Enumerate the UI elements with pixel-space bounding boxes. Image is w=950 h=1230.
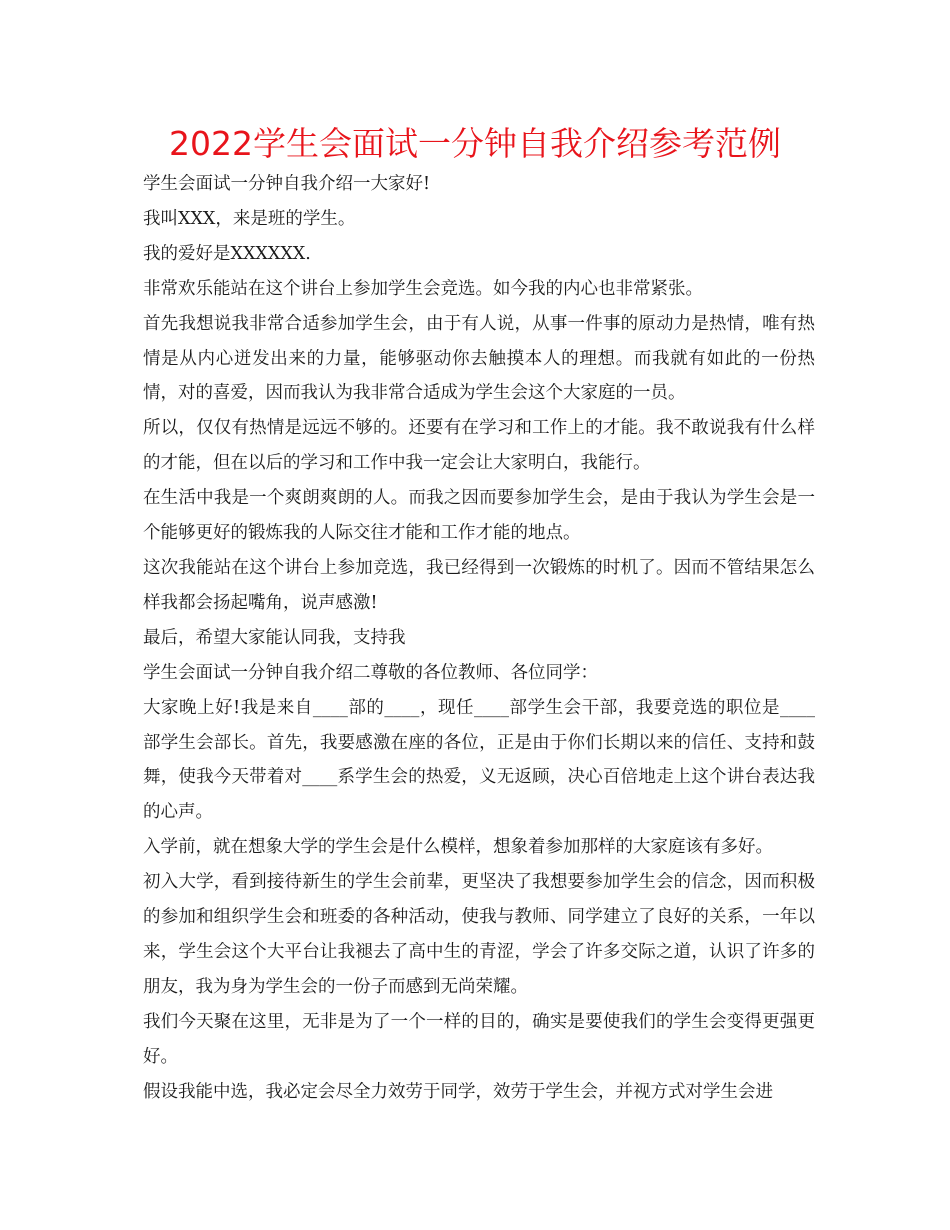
paragraph: 大家晚上好!我是来自____部的____，现任____部学生会干部，我要竞选的职位是____部学生会部长。首先，我要感激在座的各位，正是由于你们长期以来的信任、支持和鼓舞，使我今天带着对____系学生会的热爱，义无返顾，决心百倍地走上这个讲台表达我的心声。 xyxy=(143,697,815,823)
paragraph: 这次我能站在这个讲台上参加竞选，我已经得到一次锻炼的时机了。因而不管结果怎么样我都会扬起嘴角，说声感激! xyxy=(143,557,815,613)
document-title: 2022学生会面试一分钟自我介绍参考范例 xyxy=(169,124,781,163)
paragraph: 所以，仅仅有热情是远远不够的。还要有在学习和工作上的才能。我不敢说我有什么样的才能，但在以后的学习和工作中我一定会让大家明白，我能行。 xyxy=(143,418,815,474)
paragraph: 初入大学，看到接待新生的学生会前辈，更坚决了我想要参加学生会的信念，因而积极的参加和组织学生会和班委的各种活动，使我与教师、同学建立了良好的关系，一年以来，学生会这个大平台让我褪去了高中生的青涩，学会了许多交际之道，认识了许多的朋友，我为身为学生会的一份子而感到无尚荣耀。 xyxy=(143,872,815,997)
paragraph: 我们今天聚在这里，无非是为了一个一样的目的，确实是要使我们的学生会变得更强更好。 xyxy=(143,1011,815,1067)
paragraph: 我叫XXX，来是班的学生。 xyxy=(143,208,356,229)
paragraph: 在生活中我是一个爽朗爽朗的人。而我之因而要参加学生会，是由于我认为学生会是一个能够更好的锻炼我的人际交往才能和工作才能的地点。 xyxy=(143,488,815,544)
paragraph: 入学前，就在想象大学的学生会是什么模样，想象着参加那样的大家庭该有多好。 xyxy=(143,837,773,858)
paragraph: 学生会面试一分钟自我介绍二尊敬的各位教师、各位同学： xyxy=(143,662,598,683)
document-body xyxy=(143,167,815,1109)
paragraph: 我的爱好是XXXXXX. xyxy=(143,243,311,264)
paragraph: 首先我想说我非常合适参加学生会，由于有人说，从事一件事的原动力是热情，唯有热情是从内心迸发出来的力量，能够驱动你去触摸本人的理想。而我就有如此的一份热情，对的喜爱，因而我认为我非常合适成为学生会这个大家庭的一员。 xyxy=(143,313,815,404)
paragraph: 非常欢乐能站在这个讲台上参加学生会竞选。如今我的内心也非常紧张。 xyxy=(143,278,703,299)
paragraph: 最后，希望大家能认同我，支持我 xyxy=(143,627,406,648)
paragraph: 假设我能中选，我必定会尽全力效劳于同学，效劳于学生会，并视方式对学生会进 xyxy=(143,1081,773,1102)
paragraph: 学生会面试一分钟自我介绍一大家好! xyxy=(143,174,431,194)
